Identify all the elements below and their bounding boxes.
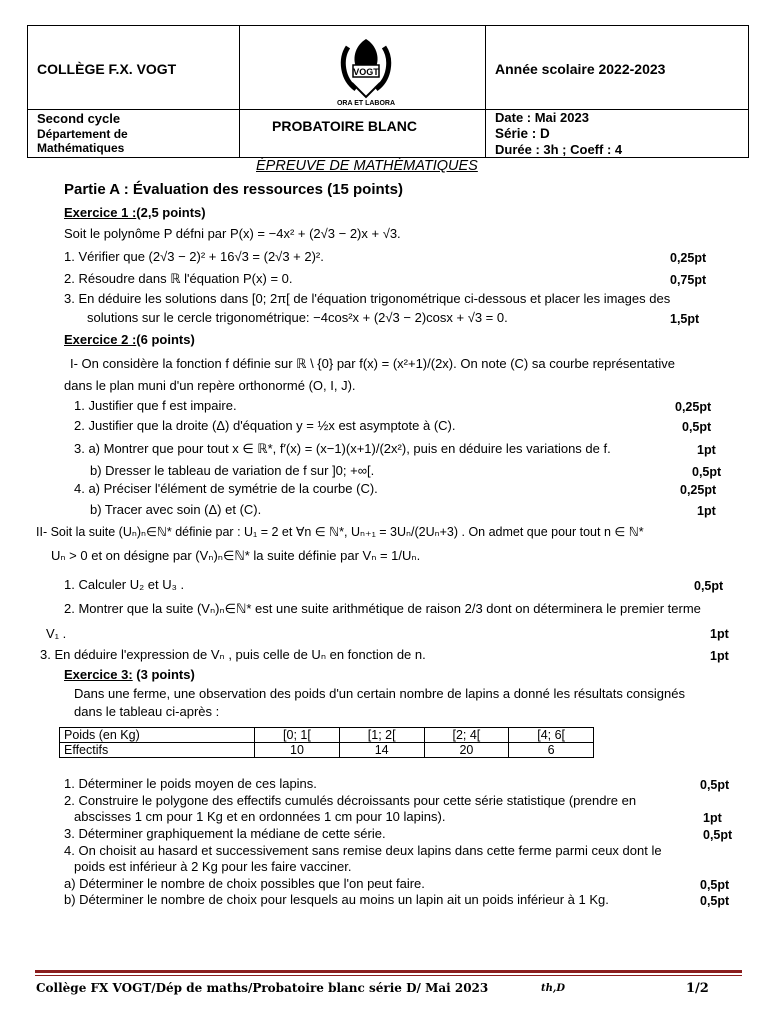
ex3-points: (3 points) <box>136 667 195 682</box>
exam-main-title: ÉPREUVE DE MATHÉMATIQUES <box>256 158 478 174</box>
ex2-q4b-points: 1pt <box>697 504 716 518</box>
ex2-part2-intro-2: Uₙ > 0 et on désigne par (Vₙ)ₙ∈ℕ* la suite définie par Vₙ = 1/Uₙ. <box>51 548 421 563</box>
ex2-heading <box>64 332 195 347</box>
ex3-q4-line1: 4. On choisit au hasard et successivement sans remise deux lapins dans cette ferme parmi ceux dont le <box>64 843 662 858</box>
ex2-q2-points: 0,5pt <box>682 420 712 434</box>
table-cell: [0; 1[ <box>255 728 340 743</box>
table-cell: [2; 4[ <box>424 728 509 743</box>
ex2-q4a: 4. a) Préciser l'élément de symétrie de la courbe (C). <box>74 481 378 496</box>
ex2-q3a-points: 1pt <box>697 443 716 457</box>
ex2-label: Exercice 2 : <box>64 332 137 347</box>
footer-divider-thin <box>35 975 742 976</box>
ex2-points: (6 points) <box>136 332 195 347</box>
ex3-q1: 1. Déterminer le poids moyen de ces lapins. <box>64 776 317 791</box>
ex2-p2-points: 1pt <box>710 627 729 641</box>
ex2-part2-intro: II- Soit la suite (Uₙ)ₙ∈ℕ* définie par : U₁ = 2 et ∀n ∈ ℕ*, Uₙ₊₁ = 3Uₙ/(2Uₙ+3) . On admet que pour tout n ∈ ℕ* <box>36 525 644 539</box>
ex1-points: (2,5 points) <box>136 205 206 220</box>
ex1-intro: Soit le polynôme P défni par P(x) = −4x² + (2√3 − 2)x + √3. <box>64 226 401 241</box>
table-cell: 14 <box>339 743 424 758</box>
cycle: Second cycle <box>37 111 121 126</box>
ex1-heading <box>64 205 206 220</box>
ex2-p1-points: 0,5pt <box>694 579 724 593</box>
exam-date: Date : Mai 2023 <box>495 110 589 125</box>
ex3-q4-line2: poids est inférieur à 2 Kg pour les faire vacciner. <box>74 859 352 874</box>
ex2-q3b-points: 0,5pt <box>692 465 722 479</box>
ex1-q3-line1: 3. En déduire les solutions dans [0; 2π[ de l'équation trigonométrique ci-dessous et placer les images des <box>64 291 671 306</box>
ex3-q3-points: 0,5pt <box>703 828 733 842</box>
ex1-label: Exercice 1 : <box>64 205 137 220</box>
department-2: Mathématiques <box>37 141 125 155</box>
ex3-intro-1: Dans une ferme, une observation des poids d'un certain nombre de lapins a donné les résultats consignés <box>74 686 685 701</box>
page-number: 1/2 <box>686 981 709 996</box>
ex3-heading <box>64 667 195 682</box>
exam-serie: Série : D <box>495 126 550 141</box>
ex2-q3a: 3. a) Montrer que pour tout x ∈ ℝ*, f′(x) = (x−1)(x+1)/(2x²), puis en déduire les variations de f. <box>74 441 611 456</box>
ex2-part1-intro: I- On considère la fonction f définie sur ℝ \ {0} par f(x) = (x²+1)/(2x). On note (C) sa courbe représentative <box>70 356 675 371</box>
ex1-q3-line2: solutions sur le cercle trigonométrique: −4cos²x + (2√3 − 2)cosx + √3 = 0. <box>87 310 508 325</box>
part-a-title: Partie A : Évaluation des ressources (15 points) <box>64 181 403 198</box>
ex2-p3-points: 1pt <box>710 649 729 663</box>
exam-duration: Durée : 3h ; Coeff : 4 <box>495 142 623 157</box>
footer-initials: th,D <box>541 983 566 994</box>
table-cell: Effectifs <box>60 743 255 758</box>
ex2-q1: 1. Justifier que f est impaire. <box>74 398 237 413</box>
ex3-q4b-points: 0,5pt <box>700 894 730 908</box>
table-cell: 10 <box>255 743 340 758</box>
ex2-part1-intro-2: dans le plan muni d'un repère orthonormé (O, I, J). <box>64 378 356 393</box>
ex3-q2-line2: abscisses 1 cm pour 1 Kg et en ordonnées 1 cm pour 10 lapins). <box>74 809 446 824</box>
ex1-q3-points: 1,5pt <box>670 312 700 326</box>
ex3-q2-points: 1pt <box>703 811 722 825</box>
ex2-q4b: b) Tracer avec soin (Δ) et (C). <box>90 502 262 517</box>
ex2-q4a-points: 0,25pt <box>680 483 717 497</box>
ex3-q1-points: 0,5pt <box>700 778 730 792</box>
ex2-p2-line1: 2. Montrer que la suite (Vₙ)ₙ∈ℕ* est une suite arithmétique de raison 2/3 dont on déterminera le premier terme <box>64 601 701 616</box>
ex2-q1-points: 0,25pt <box>675 400 712 414</box>
department: Département de <box>37 127 128 141</box>
rabbit-weight-table <box>59 727 594 758</box>
table-cell: 6 <box>509 743 594 758</box>
ex3-label: Exercice 3: <box>64 667 133 682</box>
school-name: COLLÈGE F.X. VOGT <box>37 61 177 77</box>
ex3-q4a: a) Déterminer le nombre de choix possibles que l'on peut faire. <box>64 876 425 891</box>
exam-title: PROBATOIRE BLANC <box>272 118 417 134</box>
table-cell: [1; 2[ <box>339 728 424 743</box>
table-cell: 20 <box>424 743 509 758</box>
logo-text: VOGT <box>353 67 379 77</box>
table-cell: Poids (en Kg) <box>60 728 255 743</box>
ex1-q1-points: 0,25pt <box>670 251 707 265</box>
logo-motto: ORA ET LABORA <box>336 100 396 107</box>
ex3-intro-2: dans le tableau ci-après : <box>74 704 220 719</box>
ex2-p2-line2: V₁ . <box>46 626 67 641</box>
ex3-q3: 3. Déterminer graphiquement la médiane de cette série. <box>64 826 386 841</box>
ex1-q2: 2. Résoudre dans ℝ l'équation P(x) = 0. <box>64 271 293 286</box>
ex3-q4b: b) Déterminer le nombre de choix pour lesquels au moins un lapin ait un poids inférieur à 1 Kg. <box>64 892 609 907</box>
ex3-q4a-points: 0,5pt <box>700 878 730 892</box>
ex1-q1: 1. Vérifier que (2√3 − 2)² + 16√3 = (2√3 + 2)². <box>64 249 324 264</box>
table-row <box>60 728 594 743</box>
footer-divider <box>35 970 742 973</box>
ex2-q2: 2. Justifier que la droite (Δ) d'équation y = ½x est asymptote à (C). <box>74 418 456 433</box>
ex2-q3b: b) Dresser le tableau de variation de f sur ]0; +∞[. <box>90 463 375 478</box>
school-year: Année scolaire 2022-2023 <box>495 61 666 77</box>
ex2-p1: 1. Calculer U₂ et U₃ . <box>64 577 185 592</box>
table-row <box>60 743 594 758</box>
footer-text: Collège FX VOGT/Dép de maths/Probatoire blanc série D/ Mai 2023 <box>36 981 489 995</box>
ex3-q2-line1: 2. Construire le polygone des effectifs cumulés décroissants pour cette série statistique (prendre en <box>64 793 637 808</box>
ex1-q2-points: 0,75pt <box>670 273 707 287</box>
school-logo <box>326 27 406 107</box>
ex2-p3: 3. En déduire l'expression de Vₙ , puis celle de Uₙ en fonction de n. <box>40 647 426 662</box>
table-cell: [4; 6[ <box>509 728 594 743</box>
